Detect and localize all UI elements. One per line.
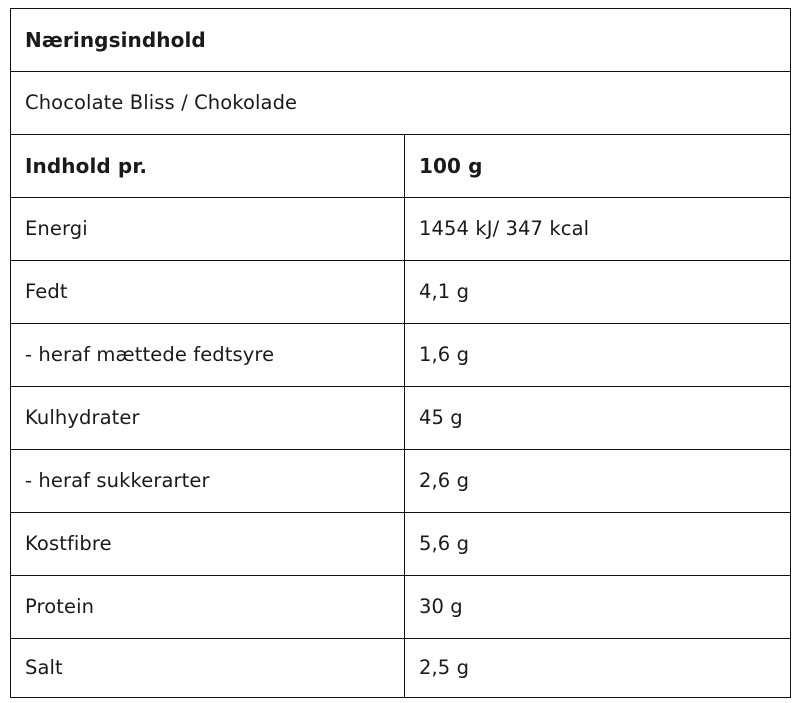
nutrient-value: 2,6 g [405, 450, 791, 513]
table-row [11, 576, 791, 639]
nutrient-label: Protein [11, 576, 405, 639]
nutrient-label: Kostfibre [11, 513, 405, 576]
table-row [11, 639, 791, 698]
nutrient-label: Salt [11, 639, 405, 698]
table-row [11, 324, 791, 387]
nutrient-label: Fedt [11, 261, 405, 324]
nutrient-value: 5,6 g [405, 513, 791, 576]
column-header-value: 100 g [405, 135, 791, 198]
column-header-label: Indhold pr. [11, 135, 405, 198]
nutrition-title: Næringsindhold [11, 9, 791, 72]
nutrient-value: 45 g [405, 387, 791, 450]
nutrient-value: 1454 kJ/ 347 kcal [405, 198, 791, 261]
nutrient-label: Kulhydrater [11, 387, 405, 450]
product-name: Chocolate Bliss / Chokolade [11, 72, 791, 135]
table-row [11, 450, 791, 513]
nutrient-value: 4,1 g [405, 261, 791, 324]
nutrient-label: Energi [11, 198, 405, 261]
nutrient-label: - heraf sukkerarter [11, 450, 405, 513]
table-header-row [11, 135, 791, 198]
table-row [11, 261, 791, 324]
nutrient-value: 2,5 g [405, 639, 791, 698]
nutrient-value: 1,6 g [405, 324, 791, 387]
nutrition-table [10, 8, 791, 698]
table-title-row [11, 9, 791, 72]
table-row [11, 513, 791, 576]
table-row [11, 387, 791, 450]
nutrient-label: - heraf mættede fedtsyre [11, 324, 405, 387]
nutrient-value: 30 g [405, 576, 791, 639]
table-row [11, 198, 791, 261]
table-subtitle-row [11, 72, 791, 135]
